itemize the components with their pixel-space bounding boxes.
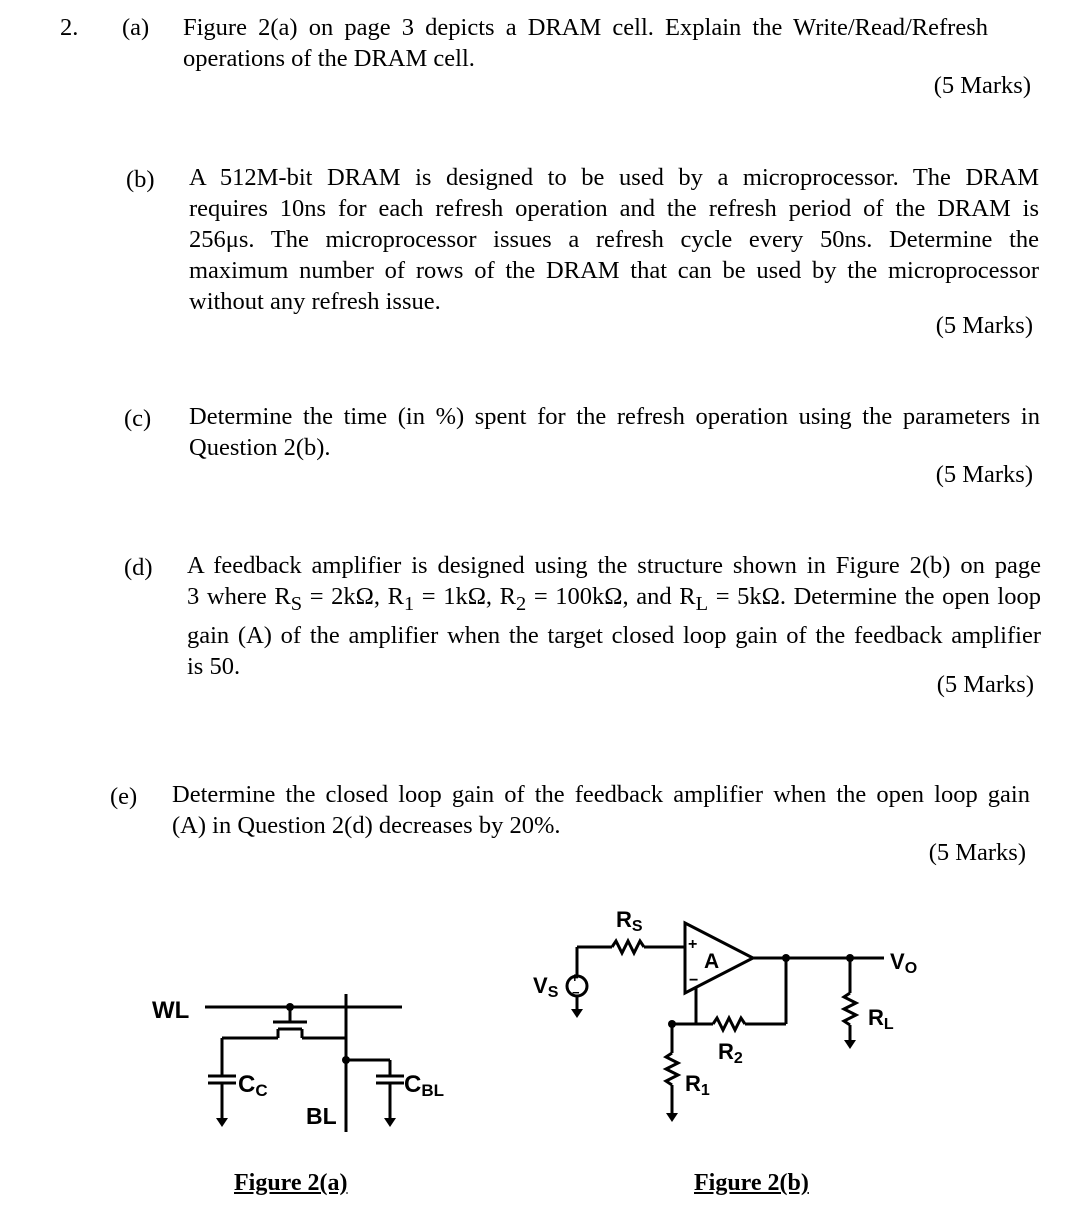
part-e-marks: (5 Marks) (928, 839, 1026, 866)
bl-label: BL (306, 1103, 337, 1129)
part-b-line-5: without any refresh issue. (189, 288, 441, 315)
figure-2a-dram-cell (140, 980, 460, 1140)
opamp-minus-sign: − (689, 972, 699, 989)
figure-2b-feedback-amplifier (528, 905, 928, 1135)
part-a-text (183, 12, 988, 74)
opamp-gain-label: A (704, 950, 720, 973)
part-c-label: (c) (124, 405, 152, 432)
opamp-plus-sign: + (688, 936, 698, 953)
part-b-label: (b) (126, 166, 155, 193)
wl-label: WL (152, 997, 190, 1024)
cbl-label: CBL (404, 1071, 445, 1100)
part-e-label: (e) (110, 783, 138, 810)
part-a-label: (a) (122, 14, 150, 41)
part-a-line-1: Figure 2(a) on page 3 depicts a DRAM cell. Explain the Write/Read/Refresh (183, 14, 988, 41)
part-d-line-3: gain (A) of the amplifier when the target closed loop gain of the feedback amplifier (187, 621, 1041, 649)
rl-label: RL (868, 1005, 894, 1033)
part-e-line-2: (A) in Question 2(d) decreases by 20%. (172, 812, 561, 839)
part-d-line-4: is 50. (187, 652, 241, 680)
part-d-line-1: A feedback amplifier is designed using the structure shown in Figure 2(b) on page (187, 552, 1041, 579)
figure-2b-caption: Figure 2(b) (694, 1170, 809, 1196)
cc-label: CC (238, 1071, 268, 1100)
figure-2a-caption: Figure 2(a) (234, 1170, 348, 1196)
part-b-marks: (5 Marks) (935, 312, 1033, 339)
rs-label: RS (616, 907, 643, 935)
part-c-line-1: Determine the time (in %) spent for the refresh operation using the parameters in (189, 403, 1040, 430)
part-e-line-1: Determine the closed loop gain of the feedback amplifier when the open loop gain (172, 781, 1030, 808)
part-d-marks: (5 Marks) (936, 671, 1034, 698)
part-d-text (187, 550, 1041, 682)
part-e-text (172, 779, 1030, 841)
vs-label: VS (533, 973, 559, 1001)
vo-label: VO (890, 949, 918, 977)
part-c-marks: (5 Marks) (935, 461, 1033, 488)
question-number: 2. (60, 14, 79, 41)
part-b-text (189, 162, 1039, 317)
part-b-line-1: A 512M-bit DRAM is designed to be used by a microprocessor. The DRAM (189, 164, 1039, 191)
part-a-marks: (5 Marks) (933, 72, 1031, 99)
vs-plus-sign: + (571, 970, 579, 985)
part-b-line-4: maximum number of rows of the DRAM that can be used by the microprocessor (189, 257, 1039, 284)
r2-label: R2 (718, 1039, 743, 1067)
part-d-label: (d) (124, 554, 153, 581)
part-b-line-3: 256μs. The microprocessor issues a refresh cycle every 50ns. Determine the (189, 226, 1039, 253)
vs-minus-sign: − (572, 985, 580, 1000)
part-a-line-2: operations of the DRAM cell. (183, 45, 475, 72)
part-c-text (189, 401, 1040, 463)
r1-label: R1 (685, 1071, 710, 1099)
part-b-line-2: requires 10ns for each refresh operation and the refresh period of the DRAM is (189, 195, 1039, 222)
part-c-line-2: Question 2(b). (189, 434, 331, 461)
part-d-line-2: 3 where $R_S = 2k\Omega$, $R_1 = 1k\Omega$, $R_2 = 100k\Omega$, and $R_L = 5k\Omega$. Determine the open loop (187, 583, 1041, 615)
